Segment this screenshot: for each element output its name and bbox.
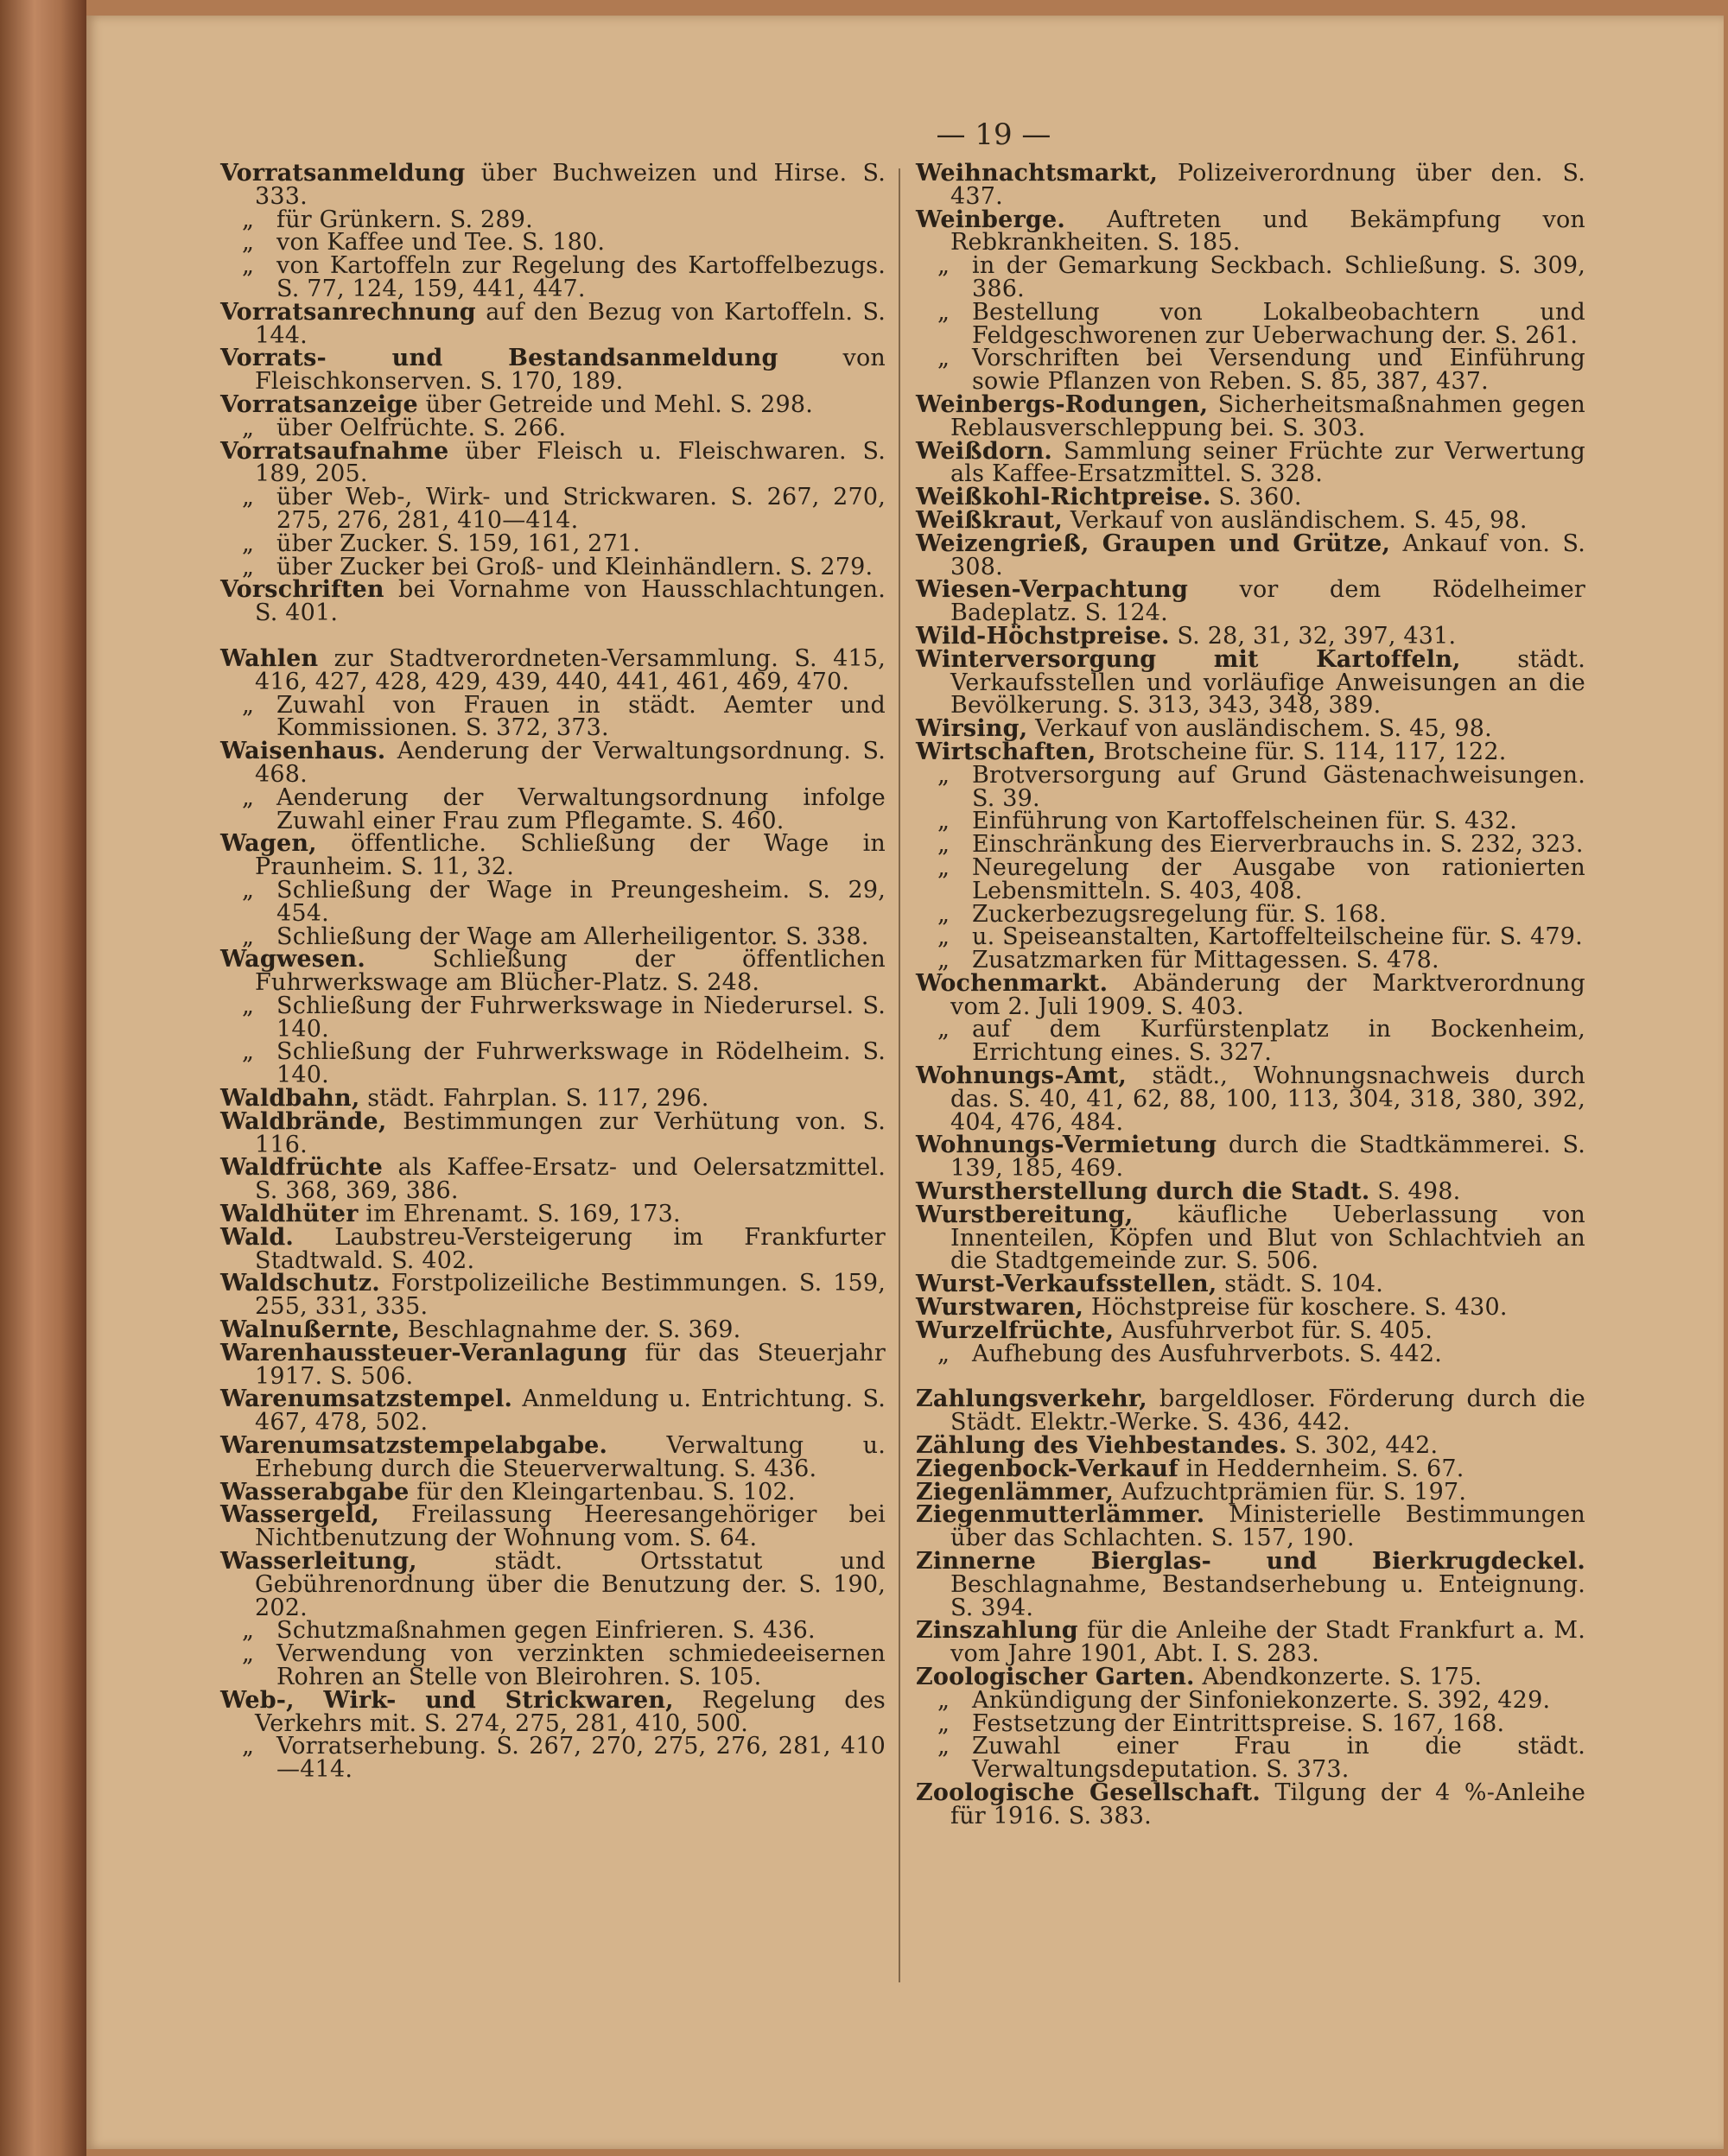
index-entry: [220, 1339, 886, 1390]
index-subentry: [220, 1640, 886, 1690]
entry-heading: Vorratsanzeige: [220, 390, 418, 418]
entry-text: Bestellung von Lokalbeobachtern und Feldgeschworenen zur Ueberwachung der. S. 261.: [972, 298, 1585, 349]
entry-text: käufliche Ueberlassung von Innenteilen, Köpfen und Blut von Schlachtvieh an die Stadtgemeinde zur. S. 506.: [950, 1201, 1585, 1275]
entry-text: Schließung der Fuhrwerkswage in Niederursel. S. 140.: [276, 992, 886, 1043]
entry-text: Vorschriften bei Versendung und Einführung sowie Pflanzen von Reben. S. 85, 387, 437.: [972, 345, 1585, 396]
entry-text: Schließung der Fuhrwerkswage in Rödelheim. S. 140.: [276, 1038, 886, 1089]
column-divider: [899, 168, 900, 1982]
entry-text: Schließung der Wage am Allerheiligentor. S. 338.: [276, 923, 869, 950]
entry-text: Auftreten und Bekämpfung von Rebkrankheiten. S. 185.: [950, 206, 1585, 257]
ditto-mark: „: [937, 853, 950, 881]
entry-text: über Getreide und Mehl. S. 298.: [417, 390, 814, 418]
entry-text: Anmeldung u. Entrichtung. S. 467, 478, 502.: [255, 1386, 886, 1436]
index-entry: [916, 506, 1585, 534]
index-entry: [220, 298, 886, 349]
entry-heading: Wassergeld,: [220, 1501, 380, 1529]
index-entry: [916, 1666, 1585, 1690]
entry-heading: Waldschutz.: [220, 1270, 380, 1297]
index-entry: [916, 437, 1585, 488]
index-subentry: [916, 761, 1585, 812]
book-spine: [0, 0, 86, 2156]
entry-heading: Wasserleitung,: [220, 1548, 417, 1576]
entry-heading: Warenumsatzstempel.: [220, 1386, 513, 1413]
entry-text: städt. S. 104.: [1217, 1271, 1384, 1298]
entry-heading: Weinbergs-Rodungen,: [916, 390, 1209, 418]
index-entry: [220, 576, 886, 627]
index-entry: [220, 644, 886, 695]
entry-text: Zuwahl von Frauen in städt. Aemter und Kommissionen. S. 372, 373.: [276, 691, 886, 742]
entry-heading: Zoologischer Garten.: [916, 1664, 1195, 1690]
entry-text: Festsetzung der Eintrittspreise. S. 167, 168.: [972, 1709, 1505, 1737]
index-entry: [220, 1272, 886, 1319]
index-subentry: [220, 1038, 886, 1089]
entry-heading: Ziegenlämmer,: [916, 1478, 1115, 1506]
index-subentry: [916, 853, 1585, 904]
entry-text: als Kaffee-Ersatz- und Oelersatzmittel. S. 368, 369, 386.: [255, 1154, 886, 1205]
entry-heading: Waldbahn,: [220, 1085, 360, 1113]
entry-heading: Ziegenmutterlämmer.: [916, 1501, 1205, 1529]
ditto-mark: „: [242, 206, 255, 233]
entry-heading: Waisenhaus.: [220, 738, 386, 765]
ditto-mark: „: [937, 761, 950, 789]
entry-text: von Fleischkonserven. S. 170, 189.: [255, 345, 886, 396]
index-subentry: [220, 1735, 886, 1782]
entry-text: über Zucker bei Groß- und Kleinhändlern. S. 279.: [276, 553, 874, 580]
index-subentry: [220, 252, 886, 302]
ditto-mark: „: [242, 923, 255, 950]
entry-heading: Wurzelfrüchte,: [916, 1316, 1115, 1344]
index-entry: [916, 1134, 1585, 1181]
entry-heading: Weizengrieß, Graupen und Grütze,: [916, 529, 1391, 557]
entry-text: zur Stadtverordneten-Versammlung. S. 415, 416, 427, 428, 429, 439, 440, 441, 461, 469, 470.: [255, 644, 886, 695]
index-entry: [916, 622, 1585, 650]
entry-text: Freilassung Heeresangehöriger bei Nichtbenutzung der Wohnung vom. S. 64.: [255, 1501, 886, 1552]
entry-text: Abendkonzerte. S. 175.: [1194, 1664, 1483, 1690]
entry-text: über Zucker. S. 159, 161, 271.: [276, 529, 641, 557]
entry-heading: Waldfrüchte: [220, 1154, 383, 1182]
index-entry: [916, 1779, 1586, 1829]
index-entry: [916, 715, 1585, 743]
ditto-mark: „: [242, 553, 255, 580]
index-subentry: [220, 691, 886, 742]
ditto-mark: „: [937, 947, 950, 974]
index-subentry: [916, 900, 1585, 928]
entry-text: städt., Wohnungsnachweis durch das. S. 40, 41, 62, 88, 100, 113, 304, 318, 380, 392, 404, 476, 484.: [950, 1062, 1585, 1136]
ditto-mark: „: [937, 1686, 950, 1714]
index-entry: [220, 1085, 886, 1113]
entry-heading: Wiesen-Verpachtung: [916, 576, 1189, 604]
entry-text: für das Steuerjahr 1917. S. 506.: [255, 1339, 886, 1390]
entry-heading: Vorratsanmeldung: [220, 160, 466, 187]
ditto-mark: „: [242, 484, 255, 511]
entry-heading: Weihnachtsmarkt,: [916, 160, 1159, 187]
index-entry: [220, 1203, 886, 1227]
index-subentry: [916, 923, 1585, 951]
entry-text: bargeldloser. Förderung durch die Städt. Elektr.-Werke. S. 436, 442.: [950, 1386, 1585, 1436]
entry-heading: Zinszahlung: [916, 1617, 1078, 1645]
entry-text: Einschränkung des Eierverbrauchs in. S. 232, 323.: [972, 831, 1584, 859]
index-entry: [220, 1478, 886, 1506]
index-entry: [220, 1686, 886, 1737]
ditto-mark: „: [242, 1640, 255, 1668]
index-subentry: [220, 206, 886, 233]
entry-heading: Wald.: [220, 1223, 295, 1251]
index-entry: [916, 738, 1585, 765]
entry-text: Beschlagnahme, Bestandserhebung u. Enteignung. S. 394.: [950, 1570, 1585, 1621]
entry-heading: u. Speiseanstalten,: [972, 923, 1201, 951]
entry-heading: Vorschriften: [220, 576, 384, 604]
ditto-mark: „: [242, 229, 255, 257]
index-subentry: [220, 876, 886, 927]
entry-text: städt. Verkaufsstellen und vorläufige Anweisungen an die Bevölkerung. S. 313, 343, 348, 389.: [950, 645, 1585, 720]
ditto-mark: „: [242, 414, 255, 441]
ditto-mark: „: [937, 298, 950, 326]
entry-text: für die Anleihe der Stadt Frankfurt a. M. vom Jahre 1901, Abt. I. S. 283.: [950, 1617, 1585, 1668]
ditto-mark: „: [242, 691, 255, 719]
entry-text: für den Kleingartenbau. S. 102.: [409, 1478, 796, 1506]
entry-text: öffentliche. Schließung der Wage in Praunheim. S. 11, 32.: [255, 830, 886, 881]
index-entry: [220, 1550, 886, 1620]
index-entry: [916, 1316, 1585, 1344]
index-subentry: [916, 347, 1585, 394]
index-subentry: [916, 252, 1585, 302]
index-entry: [916, 486, 1585, 510]
index-entry: [916, 1388, 1585, 1435]
entry-heading: Wohnungs-Amt,: [916, 1062, 1127, 1090]
index-entry: [220, 740, 886, 787]
index-entry: [916, 1294, 1585, 1322]
entry-heading: Zoologische Gesellschaft.: [916, 1779, 1261, 1806]
entry-text: Kartoffelteilscheine für. S. 479.: [1200, 923, 1583, 951]
entry-heading: Wurstherstellung durch die Stadt.: [916, 1178, 1370, 1206]
index-entry: [220, 1107, 886, 1158]
page-number: — 19 —: [936, 117, 1051, 152]
entry-text: für Grünkern. S. 289.: [276, 206, 533, 233]
index-entry: [220, 1388, 886, 1435]
ditto-mark: „: [937, 1016, 950, 1043]
index-entry: [916, 1617, 1585, 1668]
entry-text: in der Gemarkung Seckbach. Schließung. S. 309, 386.: [972, 252, 1585, 302]
entry-text: Vorratserhebung. S. 267, 270, 275, 276, 281, 410—414.: [276, 1733, 886, 1784]
index-entry: [916, 1501, 1585, 1552]
entry-text: über Web-, Wirk- und Strickwaren. S. 267, 270, 275, 276, 281, 410—414.: [276, 484, 886, 534]
index-subentry: [916, 949, 1585, 973]
index-entry: [220, 948, 886, 995]
entry-text: Zuwahl einer Frau in die städt. Verwaltungsdeputation. S. 373.: [972, 1733, 1585, 1784]
entry-text: Bestimmungen zur Verhütung von. S. 116.: [255, 1107, 886, 1158]
index-subentry: [916, 810, 1585, 834]
index-entry: [916, 1201, 1585, 1275]
ditto-mark: „: [937, 808, 950, 835]
index-entry: [220, 830, 886, 881]
entry-text: auf dem Kurfürstenplatz in Bockenheim, Errichtung eines. S. 327.: [972, 1016, 1585, 1067]
entry-text: Aenderung der Verwaltungsordnung infolge Zuwahl einer Frau zum Pflegamte. S. 460.: [276, 783, 886, 834]
entry-heading: Weißkraut,: [916, 506, 1063, 534]
entry-text: Neuregelung der Ausgabe von rationierten Lebensmitteln. S. 403, 408.: [972, 853, 1585, 904]
entry-heading: Wagwesen.: [220, 946, 365, 973]
entry-text: Verkauf von ausländischem. S. 45, 98.: [1063, 506, 1528, 534]
entry-heading: Winterversorgung mit Kartoffeln,: [916, 645, 1461, 673]
ditto-mark: „: [242, 529, 255, 557]
ditto-mark: „: [937, 1340, 950, 1367]
entry-text: Höchstpreise für koschere. S. 430.: [1083, 1294, 1508, 1322]
entry-text: auf den Bezug von Kartoffeln. S. 144.: [255, 298, 886, 349]
index-entry: [916, 645, 1585, 720]
entry-heading: Wochenmarkt.: [916, 969, 1109, 997]
entry-heading: Zahlungsverkehr,: [916, 1386, 1147, 1413]
entry-text: Schließung der öffentlichen Fuhrwerkswage am Blücher-Platz. S. 248.: [255, 946, 886, 997]
entry-heading: Walnußernte,: [220, 1316, 400, 1344]
index-subentry: [916, 1686, 1585, 1714]
index-entry: [916, 1273, 1585, 1297]
entry-text: Ministerielle Bestimmungen über das Schlachten. S. 157, 190.: [950, 1501, 1585, 1552]
entry-text: städt. Fahrplan. S. 117, 296.: [359, 1085, 709, 1113]
ditto-mark: „: [242, 1617, 255, 1645]
entry-text: von Kartoffeln zur Regelung des Kartoffelbezugs. S. 77, 124, 159, 441, 447.: [276, 252, 886, 302]
entry-text: in Heddernheim. S. 67.: [1178, 1455, 1464, 1482]
ditto-mark: „: [242, 1038, 255, 1066]
index-subentry: [220, 414, 886, 441]
index-subentry: [220, 529, 886, 557]
index-subentry: [916, 298, 1585, 349]
entry-heading: Warenhaussteuer-Veranlagung: [220, 1339, 627, 1367]
index-entry: [916, 1455, 1585, 1482]
index-column-left: [220, 162, 886, 1782]
ditto-mark: „: [242, 1733, 255, 1760]
ditto-mark: „: [937, 1709, 950, 1737]
entry-text: bei Vornahme von Hausschlachtungen. S. 401.: [255, 576, 886, 627]
entry-heading: Wurst-Verkaufsstellen,: [916, 1271, 1217, 1298]
index-entry: [916, 1432, 1585, 1460]
index-entry: [916, 1550, 1585, 1620]
ditto-mark: „: [937, 923, 950, 951]
entry-heading: Wasserabgabe: [220, 1478, 410, 1506]
index-entry: [916, 390, 1585, 441]
index-entry: [916, 1478, 1585, 1506]
entry-heading: Wurstwaren,: [916, 1294, 1084, 1322]
entry-text: S. 360.: [1210, 484, 1302, 511]
ditto-mark: „: [937, 252, 950, 280]
entry-text: Ankündigung der Sinfoniekonzerte. S. 392, 429.: [972, 1686, 1551, 1714]
entry-heading: Waldbrände,: [220, 1107, 387, 1135]
index-entry: [916, 1062, 1585, 1136]
entry-text: Schließung der Wage in Preungesheim. S. 29, 454.: [276, 876, 886, 927]
index-entry: [916, 206, 1585, 257]
entry-heading: Ziegenbock-Verkauf: [916, 1455, 1178, 1482]
ditto-mark: „: [242, 876, 255, 904]
entry-heading: Weißdorn.: [916, 437, 1053, 465]
entry-text: Zuckerbezugsregelung für. S. 168.: [972, 900, 1387, 928]
entry-text: Beschlagnahme der. S. 369.: [400, 1316, 741, 1344]
entry-text: von Kaffee und Tee. S. 180.: [276, 229, 606, 257]
index-entry: [220, 1501, 886, 1552]
entry-text: Aufhebung des Ausfuhrverbots. S. 442.: [972, 1340, 1443, 1367]
entry-heading: Zinnerne Bierglas- und Bierkrugdeckel.: [916, 1548, 1585, 1576]
entry-heading: Wahlen: [220, 644, 319, 672]
entry-heading: Web-, Wirk- und Strickwaren,: [220, 1686, 674, 1714]
index-subentry: [220, 992, 886, 1043]
entry-heading: Vorratsaufnahme: [220, 437, 449, 465]
entry-text: Verwaltung u. Erhebung durch die Steuerverwaltung. S. 436.: [255, 1432, 886, 1482]
index-subentry: [916, 1340, 1585, 1367]
index-subentry: [916, 1709, 1585, 1737]
index-subentry: [220, 1617, 886, 1645]
index-entry: [220, 1432, 886, 1482]
ditto-mark: „: [242, 252, 255, 280]
index-entry: [220, 1223, 886, 1274]
entry-heading: Warenumsatzstempelabgabe.: [220, 1432, 608, 1460]
entry-text: über Fleisch u. Fleischwaren. S. 189, 205.: [255, 437, 886, 488]
entry-heading: Weißkohl-Richtpreise.: [916, 484, 1211, 511]
entry-text: Ankauf von. S. 308.: [950, 529, 1586, 580]
entry-text: Abänderung der Marktverordnung vom 2. Juli 1909. S. 403.: [950, 969, 1585, 1020]
index-subentry: [220, 231, 886, 255]
entry-heading: Wohnungs-Vermietung: [916, 1132, 1217, 1159]
entry-text: Zusatzmarken für Mittagessen. S. 478.: [972, 947, 1439, 974]
entry-text: vor dem Rödelheimer Badeplatz. S. 124.: [950, 576, 1585, 627]
index-subentry: [220, 553, 886, 580]
entry-text: über Oelfrüchte. S. 266.: [276, 414, 567, 441]
entry-text: Sammlung seiner Früchte zur Verwertung als Kaffee-Ersatzmittel. S. 328.: [950, 437, 1585, 488]
index-entry: [220, 1316, 886, 1344]
entry-text: Brotscheine für. S. 114, 117, 122.: [1096, 738, 1507, 765]
index-subentry: [916, 1735, 1585, 1782]
ditto-mark: „: [937, 900, 950, 928]
entry-heading: Vorrats- und Bestandsanmeldung: [220, 345, 778, 372]
entry-text: Sicherheitsmaßnahmen gegen Reblausverschleppung bei. S. 303.: [950, 390, 1585, 441]
entry-heading: Waldhüter: [220, 1201, 359, 1228]
entry-text: im Ehrenamt. S. 169, 173.: [358, 1201, 681, 1228]
ditto-mark: „: [937, 1733, 950, 1760]
entry-text: Schutzmaßnahmen gegen Einfrieren. S. 436.: [276, 1617, 816, 1645]
entry-heading: Wagen,: [220, 830, 317, 858]
entry-heading: Wurstbereitung,: [916, 1201, 1134, 1228]
entry-text: über Buchweizen und Hirse. S. 333.: [255, 160, 886, 210]
entry-heading: Weinberge.: [916, 206, 1065, 233]
entry-text: Einführung von Kartoffelscheinen für. S. 432.: [972, 808, 1518, 835]
ditto-mark: „: [242, 992, 255, 1019]
entry-heading: Wirtschaften,: [916, 738, 1096, 765]
index-entry: [220, 1154, 886, 1205]
entry-heading: Wirsing,: [916, 715, 1028, 743]
index-entry: [220, 162, 886, 209]
index-entry: [916, 162, 1585, 209]
entry-text: S. 302, 442.: [1286, 1432, 1439, 1460]
entry-text: Ausfuhrverbot für. S. 405.: [1114, 1316, 1433, 1344]
entry-text: Verkauf von ausländischem. S. 45, 98.: [1027, 715, 1492, 743]
entry-text: S. 28, 31, 32, 397, 431.: [1169, 622, 1457, 650]
index-entry: [220, 437, 886, 488]
entry-text: Forstpolizeiliche Bestimmungen. S. 159, 255, 331, 335.: [255, 1270, 886, 1321]
entry-text: Polizeiverordnung über den. S. 437.: [950, 160, 1585, 210]
index-entry: [220, 390, 886, 418]
ditto-mark: „: [937, 345, 950, 372]
index-column-right: [916, 162, 1585, 1829]
entry-heading: Vorratsanrechnung: [220, 298, 476, 326]
index-subentry: [916, 1018, 1585, 1065]
index-subentry: [220, 783, 886, 834]
entry-text: Brotversorgung auf Grund Gästenachweisungen. S. 39.: [972, 761, 1585, 812]
index-subentry: [916, 831, 1585, 859]
index-entry: [916, 529, 1586, 580]
index-entry: [916, 969, 1585, 1020]
ditto-mark: „: [937, 831, 950, 859]
entry-text: Aufzuchtprämien für. S. 197.: [1114, 1478, 1467, 1506]
entry-text: Laubstreu-Versteigerung im Frankfurter Stadtwald. S. 402.: [255, 1223, 886, 1274]
entry-heading: Wild-Höchstpreise.: [916, 622, 1170, 650]
entry-text: Regelung des Verkehrs mit. S. 274, 275, 281, 410, 500.: [255, 1686, 886, 1737]
ditto-mark: „: [242, 783, 255, 811]
index-entry: [916, 576, 1585, 627]
entry-text: durch die Stadtkämmerei. S. 139, 185, 469.: [950, 1132, 1585, 1183]
entry-text: S. 498.: [1369, 1178, 1461, 1206]
index-entry: [220, 347, 886, 394]
entry-text: Aenderung der Verwaltungsordnung. S. 468.: [255, 738, 886, 788]
index-entry: [916, 1178, 1585, 1206]
entry-text: städt. Ortsstatut und Gebührenordnung über die Benutzung der. S. 190, 202.: [255, 1548, 886, 1621]
index-subentry: [220, 486, 886, 533]
entry-text: Tilgung der 4 %-Anleihe für 1916. S. 383.: [950, 1779, 1586, 1829]
entry-text: Verwendung von verzinkten schmiedeeisernen Rohren an Stelle von Bleirohren. S. 105.: [276, 1640, 886, 1690]
index-subentry: [220, 923, 886, 950]
entry-heading: Zählung des Viehbestandes.: [916, 1432, 1287, 1460]
